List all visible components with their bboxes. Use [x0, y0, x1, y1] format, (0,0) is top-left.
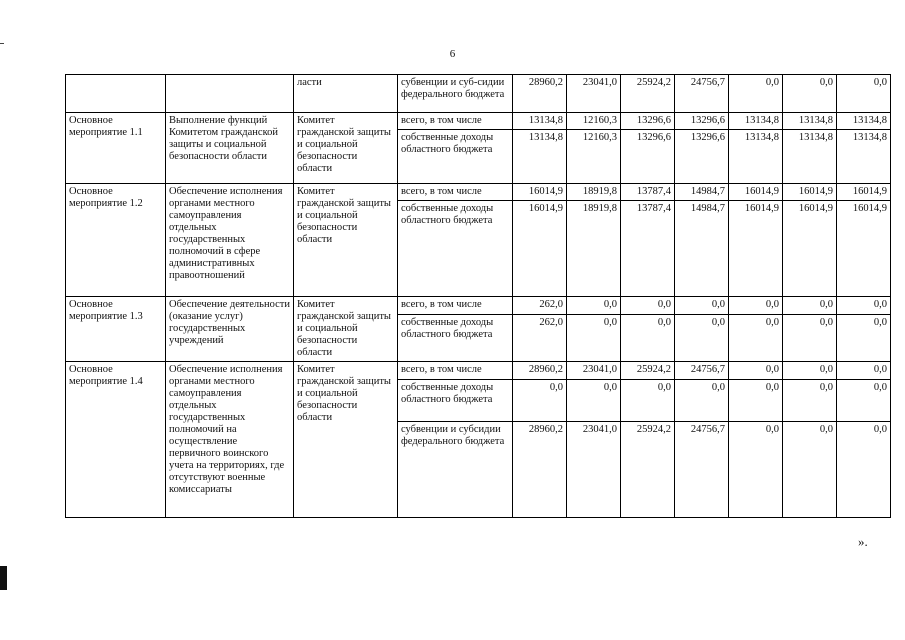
amount-cell: 25924,2	[621, 422, 675, 518]
amount-cell: 0,0	[567, 314, 621, 361]
amount-cell: 24756,7	[675, 362, 729, 380]
amount-cell: 0,0	[783, 297, 837, 315]
amount-cell: 13296,6	[675, 113, 729, 130]
funding-source-cell: собственные доходы областного бюджета	[398, 130, 513, 184]
funding-source-cell: всего, в том числе	[398, 362, 513, 380]
amount-cell: 0,0	[513, 380, 567, 422]
amount-cell: 23041,0	[567, 75, 621, 113]
amount-cell: 0,0	[729, 422, 783, 518]
amount-cell: 13134,8	[729, 130, 783, 184]
amount-cell: 0,0	[567, 380, 621, 422]
amount-cell: 0,0	[837, 314, 891, 361]
amount-cell: 13787,4	[621, 201, 675, 297]
amount-cell: 14984,7	[675, 201, 729, 297]
measure-cell: Основное мероприятие 1.3	[66, 297, 166, 362]
table-row	[66, 75, 891, 113]
description-cell	[166, 75, 294, 113]
executor-cell: Комитет гражданской защиты и социальной безопасности области	[294, 113, 398, 184]
amount-cell: 13134,8	[837, 113, 891, 130]
executor-cell: ласти	[294, 75, 398, 113]
amount-cell: 0,0	[783, 314, 837, 361]
description-cell: Обеспечение деятельности (оказание услуг) государственных учреждений	[166, 297, 294, 362]
amount-cell: 0,0	[837, 362, 891, 380]
amount-cell: 23041,0	[567, 422, 621, 518]
amount-cell: 16014,9	[729, 201, 783, 297]
table-row	[66, 184, 891, 201]
amount-cell: 28960,2	[513, 362, 567, 380]
amount-cell: 0,0	[783, 380, 837, 422]
measure-cell: Основное мероприятие 1.2	[66, 184, 166, 297]
amount-cell: 13134,8	[513, 113, 567, 130]
amount-cell: 13134,8	[783, 130, 837, 184]
description-cell: Обеспечение исполнения органами местного самоуправления отдельных государственных полномочий на осуществление первичного воинского учета на территориях, где отсутствуют военные комиссариаты	[166, 362, 294, 518]
amount-cell: 0,0	[675, 380, 729, 422]
amount-cell: 13296,6	[621, 130, 675, 184]
funding-source-cell: субвенции и субсидии федерального бюджета	[398, 422, 513, 518]
page-number: 6	[449, 48, 456, 60]
funding-source-cell: собственные доходы областного бюджета	[398, 380, 513, 422]
amount-cell: 262,0	[513, 297, 567, 315]
amount-cell: 0,0	[783, 422, 837, 518]
amount-cell: 12160,3	[567, 113, 621, 130]
scan-edge-tick	[0, 43, 4, 44]
amount-cell: 18919,8	[567, 201, 621, 297]
description-cell: Выполнение функций Комитетом гражданской защиты и социальной безопасности области	[166, 113, 294, 184]
amount-cell: 0,0	[783, 362, 837, 380]
amount-cell: 16014,9	[729, 184, 783, 201]
amount-cell: 0,0	[675, 314, 729, 361]
table-row	[66, 362, 891, 380]
amount-cell: 16014,9	[513, 184, 567, 201]
amount-cell: 13787,4	[621, 184, 675, 201]
amount-cell: 16014,9	[513, 201, 567, 297]
amount-cell: 0,0	[675, 297, 729, 315]
amount-cell: 0,0	[621, 380, 675, 422]
amount-cell: 28960,2	[513, 75, 567, 113]
budget-table	[65, 74, 891, 518]
amount-cell: 12160,3	[567, 130, 621, 184]
executor-cell: Комитет гражданской защиты и социальной безопасности области	[294, 362, 398, 518]
amount-cell: 16014,9	[783, 184, 837, 201]
amount-cell: 0,0	[837, 75, 891, 113]
funding-source-cell: всего, в том числе	[398, 297, 513, 315]
amount-cell: 0,0	[621, 297, 675, 315]
funding-source-cell: всего, в том числе	[398, 184, 513, 201]
closing-quote: ».	[858, 534, 868, 549]
funding-source-cell: собственные доходы областного бюджета	[398, 201, 513, 297]
amount-cell: 16014,9	[837, 184, 891, 201]
amount-cell: 0,0	[567, 297, 621, 315]
funding-source-cell: всего, в том числе	[398, 113, 513, 130]
amount-cell: 13296,6	[675, 130, 729, 184]
amount-cell: 0,0	[837, 422, 891, 518]
amount-cell: 13134,8	[729, 113, 783, 130]
amount-cell: 0,0	[729, 362, 783, 380]
amount-cell: 16014,9	[837, 201, 891, 297]
amount-cell: 0,0	[783, 75, 837, 113]
amount-cell: 23041,0	[567, 362, 621, 380]
amount-cell: 13134,8	[837, 130, 891, 184]
executor-cell: Комитет гражданской защиты и социальной безопасности области	[294, 297, 398, 362]
amount-cell: 0,0	[729, 380, 783, 422]
amount-cell: 0,0	[621, 314, 675, 361]
amount-cell: 262,0	[513, 314, 567, 361]
amount-cell: 0,0	[837, 297, 891, 315]
funding-source-cell: субвенции и суб-сидии федерального бюджета	[398, 75, 513, 113]
amount-cell: 13134,8	[783, 113, 837, 130]
amount-cell: 14984,7	[675, 184, 729, 201]
amount-cell: 13296,6	[621, 113, 675, 130]
amount-cell: 25924,2	[621, 75, 675, 113]
measure-cell: Основное мероприятие 1.1	[66, 113, 166, 184]
amount-cell: 24756,7	[675, 75, 729, 113]
amount-cell: 0,0	[837, 380, 891, 422]
amount-cell: 0,0	[729, 297, 783, 315]
amount-cell: 25924,2	[621, 362, 675, 380]
amount-cell: 28960,2	[513, 422, 567, 518]
amount-cell: 0,0	[729, 75, 783, 113]
amount-cell: 0,0	[729, 314, 783, 361]
amount-cell: 16014,9	[783, 201, 837, 297]
scan-edge-mark	[0, 566, 7, 590]
executor-cell: Комитет гражданской защиты и социальной безопасности области	[294, 184, 398, 297]
amount-cell: 24756,7	[675, 422, 729, 518]
table-row	[66, 297, 891, 315]
amount-cell: 18919,8	[567, 184, 621, 201]
description-cell: Обеспечение исполнения органами местного самоуправления отдельных государственных полномочий в сфере административных правоотношений	[166, 184, 294, 297]
funding-source-cell: собственные доходы областного бюджета	[398, 314, 513, 361]
measure-cell	[66, 75, 166, 113]
measure-cell: Основное мероприятие 1.4	[66, 362, 166, 518]
amount-cell: 13134,8	[513, 130, 567, 184]
table-row	[66, 113, 891, 130]
